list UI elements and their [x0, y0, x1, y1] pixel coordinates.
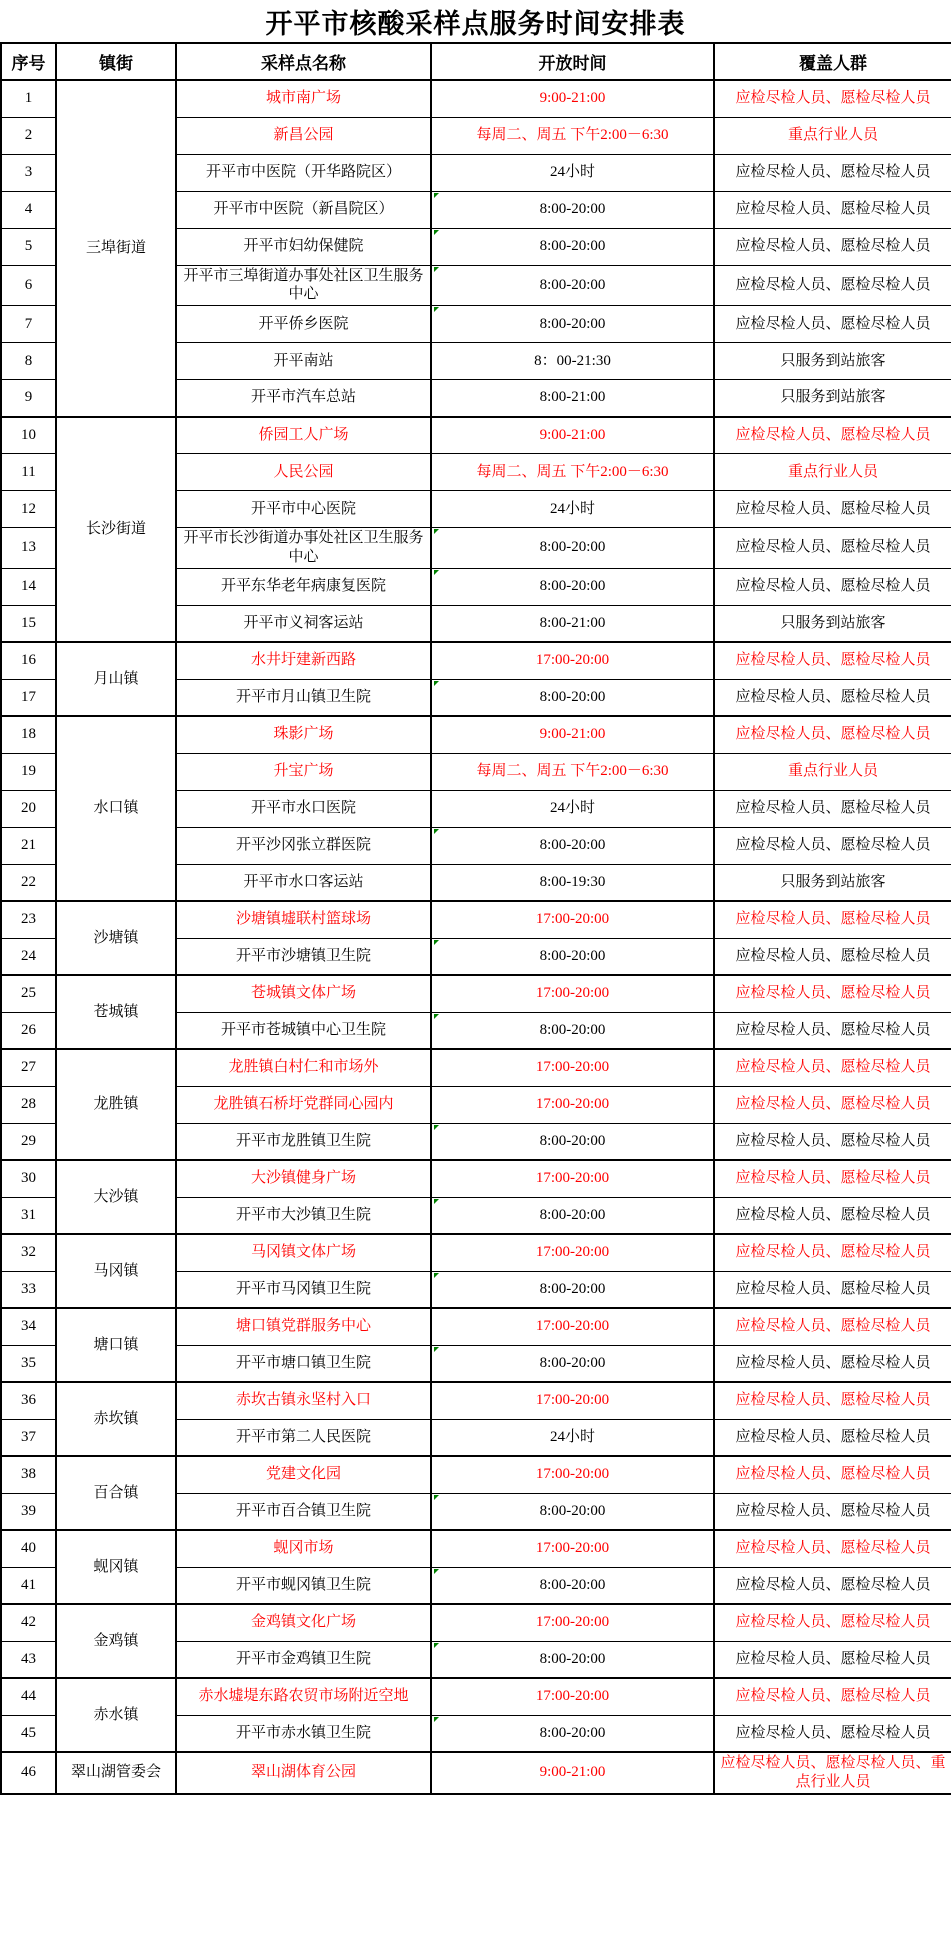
open-time-cell: 8:00-20:00 [431, 265, 714, 306]
coverage-cell: 只服务到站旅客 [714, 380, 951, 417]
coverage-cell: 应检尽检人员、愿检尽检人员 [714, 1382, 951, 1419]
site-name-cell: 开平市赤水镇卫生院 [176, 1715, 431, 1752]
open-time-cell: 8:00-20:00 [431, 1012, 714, 1049]
table-row [1, 1456, 951, 1493]
row-number-cell: 41 [1, 1567, 56, 1604]
table-row [1, 716, 951, 753]
town-cell: 沙塘镇 [56, 901, 176, 975]
coverage-cell: 应检尽检人员、愿检尽检人员 [714, 1049, 951, 1086]
site-name-cell: 开平市汽车总站 [176, 380, 431, 417]
coverage-cell: 应检尽检人员、愿检尽检人员 [714, 679, 951, 716]
site-name-cell: 珠影广场 [176, 716, 431, 753]
row-number-cell: 38 [1, 1456, 56, 1493]
open-time-cell: 17:00-20:00 [431, 642, 714, 679]
site-name-cell: 新昌公园 [176, 117, 431, 154]
town-cell: 马冈镇 [56, 1234, 176, 1308]
cell-corner-marker-icon [434, 681, 439, 686]
cell-corner-marker-icon [434, 230, 439, 235]
coverage-cell: 只服务到站旅客 [714, 605, 951, 642]
coverage-cell: 应检尽检人员、愿检尽检人员 [714, 938, 951, 975]
open-time-cell: 17:00-20:00 [431, 901, 714, 938]
open-time-cell: 24小时 [431, 154, 714, 191]
coverage-cell: 应检尽检人员、愿检尽检人员 [714, 716, 951, 753]
site-name-cell: 开平市月山镇卫生院 [176, 679, 431, 716]
row-number-cell: 12 [1, 491, 56, 528]
open-time-cell: 9:00-21:00 [431, 716, 714, 753]
open-time-cell: 24小时 [431, 491, 714, 528]
coverage-cell: 应检尽检人员、愿检尽检人员 [714, 1678, 951, 1715]
coverage-cell: 应检尽检人员、愿检尽检人员 [714, 901, 951, 938]
site-name-cell: 党建文化园 [176, 1456, 431, 1493]
page-title: 开平市核酸采样点服务时间安排表 [265, 8, 686, 39]
row-number-cell: 11 [1, 454, 56, 491]
site-name-cell: 赤水墟堤东路农贸市场附近空地 [176, 1678, 431, 1715]
row-number-cell: 10 [1, 417, 56, 454]
row-number-cell: 45 [1, 1715, 56, 1752]
cell-corner-marker-icon [434, 1199, 439, 1204]
coverage-cell: 应检尽检人员、愿检尽检人员 [714, 1456, 951, 1493]
coverage-cell: 重点行业人员 [714, 753, 951, 790]
open-time-cell: 17:00-20:00 [431, 1530, 714, 1567]
site-name-cell: 开平市大沙镇卫生院 [176, 1197, 431, 1234]
cell-corner-marker-icon [434, 570, 439, 575]
row-number-cell: 7 [1, 306, 56, 343]
table-row [1, 901, 951, 938]
coverage-cell: 应检尽检人员、愿检尽检人员 [714, 1641, 951, 1678]
coverage-cell: 应检尽检人员、愿检尽检人员 [714, 1234, 951, 1271]
row-number-cell: 4 [1, 191, 56, 228]
town-cell: 金鸡镇 [56, 1604, 176, 1678]
site-name-cell: 大沙镇健身广场 [176, 1160, 431, 1197]
coverage-cell: 应检尽检人员、愿检尽检人员 [714, 306, 951, 343]
row-number-cell: 34 [1, 1308, 56, 1345]
site-name-cell: 金鸡镇文化广场 [176, 1604, 431, 1641]
open-time-cell: 17:00-20:00 [431, 1604, 714, 1641]
row-number-cell: 26 [1, 1012, 56, 1049]
open-time-cell: 17:00-20:00 [431, 1382, 714, 1419]
site-name-cell: 开平市中医院（新昌院区） [176, 191, 431, 228]
row-number-cell: 18 [1, 716, 56, 753]
open-time-cell: 8:00-21:00 [431, 605, 714, 642]
coverage-cell: 应检尽检人员、愿检尽检人员 [714, 154, 951, 191]
site-name-cell: 塘口镇党群服务中心 [176, 1308, 431, 1345]
coverage-cell: 应检尽检人员、愿检尽检人员 [714, 1197, 951, 1234]
open-time-cell: 17:00-20:00 [431, 1049, 714, 1086]
column-header-site: 采样点名称 [176, 43, 431, 80]
cell-corner-marker-icon [434, 829, 439, 834]
site-name-cell: 沙塘镇墟联村篮球场 [176, 901, 431, 938]
table-row [1, 1234, 951, 1271]
cell-corner-marker-icon [434, 1569, 439, 1574]
table-row [1, 1678, 951, 1715]
coverage-cell: 应检尽检人员、愿检尽检人员 [714, 528, 951, 569]
open-time-cell: 每周二、周五 下午2:00－6:30 [431, 753, 714, 790]
coverage-cell: 应检尽检人员、愿检尽检人员 [714, 1271, 951, 1308]
row-number-cell: 20 [1, 790, 56, 827]
town-cell: 百合镇 [56, 1456, 176, 1530]
row-number-cell: 25 [1, 975, 56, 1012]
coverage-cell: 应检尽检人员、愿检尽检人员 [714, 491, 951, 528]
open-time-cell: 24小时 [431, 790, 714, 827]
town-cell: 赤坎镇 [56, 1382, 176, 1456]
site-name-cell: 人民公园 [176, 454, 431, 491]
open-time-cell: 8:00-21:00 [431, 380, 714, 417]
site-name-cell: 龙胜镇石桥圩党群同心园内 [176, 1086, 431, 1123]
row-number-cell: 44 [1, 1678, 56, 1715]
open-time-cell: 8:00-20:00 [431, 1197, 714, 1234]
site-name-cell: 苍城镇文体广场 [176, 975, 431, 1012]
coverage-cell: 应检尽检人员、愿检尽检人员 [714, 1715, 951, 1752]
table-row [1, 1308, 951, 1345]
table-row [1, 1382, 951, 1419]
site-name-cell: 龙胜镇白村仁和市场外 [176, 1049, 431, 1086]
row-number-cell: 43 [1, 1641, 56, 1678]
row-number-cell: 33 [1, 1271, 56, 1308]
site-name-cell: 开平市龙胜镇卫生院 [176, 1123, 431, 1160]
cell-corner-marker-icon [434, 193, 439, 198]
open-time-cell: 8:00-20:00 [431, 1715, 714, 1752]
row-number-cell: 15 [1, 605, 56, 642]
site-name-cell: 开平市中心医院 [176, 491, 431, 528]
column-header-coverage: 覆盖人群 [714, 43, 951, 80]
row-number-cell: 5 [1, 228, 56, 265]
column-header-time: 开放时间 [431, 43, 714, 80]
open-time-cell: 8:00-20:00 [431, 827, 714, 864]
coverage-cell: 应检尽检人员、愿检尽检人员 [714, 568, 951, 605]
table-row [1, 1530, 951, 1567]
open-time-cell: 8:00-20:00 [431, 1641, 714, 1678]
open-time-cell: 8：00-21:30 [431, 343, 714, 380]
coverage-cell: 应检尽检人员、愿检尽检人员 [714, 790, 951, 827]
table-row [1, 642, 951, 679]
open-time-cell: 8:00-20:00 [431, 1493, 714, 1530]
site-name-cell: 水井圩建新西路 [176, 642, 431, 679]
row-number-cell: 22 [1, 864, 56, 901]
open-time-cell: 8:00-20:00 [431, 568, 714, 605]
table-row [1, 1049, 951, 1086]
site-name-cell: 开平市中医院（开华路院区） [176, 154, 431, 191]
site-name-cell: 开平市苍城镇中心卫生院 [176, 1012, 431, 1049]
row-number-cell: 17 [1, 679, 56, 716]
town-cell: 龙胜镇 [56, 1049, 176, 1160]
row-number-cell: 9 [1, 380, 56, 417]
site-name-cell: 开平市义祠客运站 [176, 605, 431, 642]
table-row [1, 417, 951, 454]
row-number-cell: 42 [1, 1604, 56, 1641]
coverage-cell: 应检尽检人员、愿检尽检人员 [714, 1493, 951, 1530]
row-number-cell: 31 [1, 1197, 56, 1234]
row-number-cell: 2 [1, 117, 56, 154]
coverage-cell: 应检尽检人员、愿检尽检人员 [714, 1123, 951, 1160]
cell-corner-marker-icon [434, 267, 439, 272]
row-number-cell: 36 [1, 1382, 56, 1419]
open-time-cell: 8:00-20:00 [431, 1271, 714, 1308]
open-time-cell: 17:00-20:00 [431, 1678, 714, 1715]
site-name-cell: 开平市水口医院 [176, 790, 431, 827]
row-number-cell: 23 [1, 901, 56, 938]
open-time-cell: 8:00-20:00 [431, 191, 714, 228]
open-time-cell: 8:00-20:00 [431, 1567, 714, 1604]
coverage-cell: 只服务到站旅客 [714, 343, 951, 380]
open-time-cell: 9:00-21:00 [431, 80, 714, 117]
sampling-schedule-table [0, 42, 951, 1795]
row-number-cell: 30 [1, 1160, 56, 1197]
town-cell: 赤水镇 [56, 1678, 176, 1752]
site-name-cell: 开平市金鸡镇卫生院 [176, 1641, 431, 1678]
table-row [1, 1604, 951, 1641]
row-number-cell: 13 [1, 528, 56, 569]
coverage-cell: 应检尽检人员、愿检尽检人员 [714, 642, 951, 679]
coverage-cell: 应检尽检人员、愿检尽检人员 [714, 827, 951, 864]
cell-corner-marker-icon [434, 1273, 439, 1278]
site-name-cell: 侨园工人广场 [176, 417, 431, 454]
row-number-cell: 37 [1, 1419, 56, 1456]
coverage-cell: 重点行业人员 [714, 117, 951, 154]
site-name-cell: 开平市三埠街道办事处社区卫生服务中心 [176, 265, 431, 306]
row-number-cell: 35 [1, 1345, 56, 1382]
row-number-cell: 3 [1, 154, 56, 191]
row-number-cell: 39 [1, 1493, 56, 1530]
town-cell: 苍城镇 [56, 975, 176, 1049]
cell-corner-marker-icon [434, 1125, 439, 1130]
town-cell: 翠山湖管委会 [56, 1752, 176, 1794]
table-row [1, 1160, 951, 1197]
open-time-cell: 8:00-20:00 [431, 938, 714, 975]
row-number-cell: 19 [1, 753, 56, 790]
row-number-cell: 27 [1, 1049, 56, 1086]
row-number-cell: 29 [1, 1123, 56, 1160]
open-time-cell: 每周二、周五 下午2:00－6:30 [431, 117, 714, 154]
coverage-cell: 应检尽检人员、愿检尽检人员 [714, 1530, 951, 1567]
open-time-cell: 17:00-20:00 [431, 1234, 714, 1271]
site-name-cell: 开平侨乡医院 [176, 306, 431, 343]
town-cell: 月山镇 [56, 642, 176, 716]
coverage-cell: 应检尽检人员、愿检尽检人员 [714, 228, 951, 265]
open-time-cell: 8:00-20:00 [431, 528, 714, 569]
open-time-cell: 8:00-20:00 [431, 306, 714, 343]
row-number-cell: 14 [1, 568, 56, 605]
open-time-cell: 17:00-20:00 [431, 1456, 714, 1493]
open-time-cell: 8:00-19:30 [431, 864, 714, 901]
coverage-cell: 应检尽检人员、愿检尽检人员、重点行业人员 [714, 1752, 951, 1794]
column-header-town: 镇街 [56, 43, 176, 80]
site-name-cell: 开平市妇幼保健院 [176, 228, 431, 265]
site-name-cell: 开平市百合镇卫生院 [176, 1493, 431, 1530]
coverage-cell: 应检尽检人员、愿检尽检人员 [714, 80, 951, 117]
open-time-cell: 8:00-20:00 [431, 228, 714, 265]
site-name-cell: 蚬冈市场 [176, 1530, 431, 1567]
site-name-cell: 开平市塘口镇卫生院 [176, 1345, 431, 1382]
site-name-cell: 开平东华老年病康复医院 [176, 568, 431, 605]
row-number-cell: 46 [1, 1752, 56, 1794]
row-number-cell: 21 [1, 827, 56, 864]
site-name-cell: 升宝广场 [176, 753, 431, 790]
open-time-cell: 17:00-20:00 [431, 975, 714, 1012]
coverage-cell: 应检尽检人员、愿检尽检人员 [714, 1419, 951, 1456]
row-number-cell: 8 [1, 343, 56, 380]
town-cell: 长沙街道 [56, 417, 176, 643]
site-name-cell: 开平市长沙街道办事处社区卫生服务中心 [176, 528, 431, 569]
open-time-cell: 8:00-20:00 [431, 1345, 714, 1382]
town-cell: 蚬冈镇 [56, 1530, 176, 1604]
row-number-cell: 16 [1, 642, 56, 679]
site-name-cell: 开平南站 [176, 343, 431, 380]
table-body [1, 80, 951, 1794]
site-name-cell: 开平沙冈张立群医院 [176, 827, 431, 864]
table-row [1, 975, 951, 1012]
row-number-cell: 40 [1, 1530, 56, 1567]
site-name-cell: 翠山湖体育公园 [176, 1752, 431, 1794]
coverage-cell: 应检尽检人员、愿检尽检人员 [714, 1012, 951, 1049]
coverage-cell: 应检尽检人员、愿检尽检人员 [714, 975, 951, 1012]
coverage-cell: 应检尽检人员、愿检尽检人员 [714, 417, 951, 454]
town-cell: 三埠街道 [56, 80, 176, 417]
cell-corner-marker-icon [434, 1495, 439, 1500]
open-time-cell: 每周二、周五 下午2:00－6:30 [431, 454, 714, 491]
table-row [1, 80, 951, 117]
cell-corner-marker-icon [434, 1014, 439, 1019]
row-number-cell: 24 [1, 938, 56, 975]
site-name-cell: 开平市蚬冈镇卫生院 [176, 1567, 431, 1604]
cell-corner-marker-icon [434, 940, 439, 945]
site-name-cell: 开平市第二人民医院 [176, 1419, 431, 1456]
coverage-cell: 应检尽检人员、愿检尽检人员 [714, 1308, 951, 1345]
row-number-cell: 32 [1, 1234, 56, 1271]
site-name-cell: 开平市水口客运站 [176, 864, 431, 901]
coverage-cell: 应检尽检人员、愿检尽检人员 [714, 1160, 951, 1197]
coverage-cell: 应检尽检人员、愿检尽检人员 [714, 1345, 951, 1382]
town-cell: 水口镇 [56, 716, 176, 901]
site-name-cell: 开平市沙塘镇卫生院 [176, 938, 431, 975]
cell-corner-marker-icon [434, 1717, 439, 1722]
site-name-cell: 城市南广场 [176, 80, 431, 117]
cell-corner-marker-icon [434, 1347, 439, 1352]
coverage-cell: 应检尽检人员、愿检尽检人员 [714, 1086, 951, 1123]
town-cell: 大沙镇 [56, 1160, 176, 1234]
cell-corner-marker-icon [434, 1643, 439, 1648]
site-name-cell: 赤坎古镇永坚村入口 [176, 1382, 431, 1419]
open-time-cell: 8:00-20:00 [431, 1123, 714, 1160]
cell-corner-marker-icon [434, 529, 439, 534]
site-name-cell: 开平市马冈镇卫生院 [176, 1271, 431, 1308]
coverage-cell: 应检尽检人员、愿检尽检人员 [714, 1567, 951, 1604]
coverage-cell: 应检尽检人员、愿检尽检人员 [714, 265, 951, 306]
town-cell: 塘口镇 [56, 1308, 176, 1382]
coverage-cell: 应检尽检人员、愿检尽检人员 [714, 1604, 951, 1641]
open-time-cell: 24小时 [431, 1419, 714, 1456]
open-time-cell: 17:00-20:00 [431, 1086, 714, 1123]
open-time-cell: 8:00-20:00 [431, 679, 714, 716]
coverage-cell: 重点行业人员 [714, 454, 951, 491]
row-number-cell: 1 [1, 80, 56, 117]
column-header-index: 序号 [1, 43, 56, 80]
row-number-cell: 28 [1, 1086, 56, 1123]
site-name-cell: 马冈镇文体广场 [176, 1234, 431, 1271]
open-time-cell: 9:00-21:00 [431, 1752, 714, 1794]
table-row [1, 1752, 951, 1794]
coverage-cell: 只服务到站旅客 [714, 864, 951, 901]
open-time-cell: 9:00-21:00 [431, 417, 714, 454]
coverage-cell: 应检尽检人员、愿检尽检人员 [714, 191, 951, 228]
open-time-cell: 17:00-20:00 [431, 1308, 714, 1345]
cell-corner-marker-icon [434, 307, 439, 312]
row-number-cell: 6 [1, 265, 56, 306]
open-time-cell: 17:00-20:00 [431, 1160, 714, 1197]
header-row [1, 43, 951, 80]
